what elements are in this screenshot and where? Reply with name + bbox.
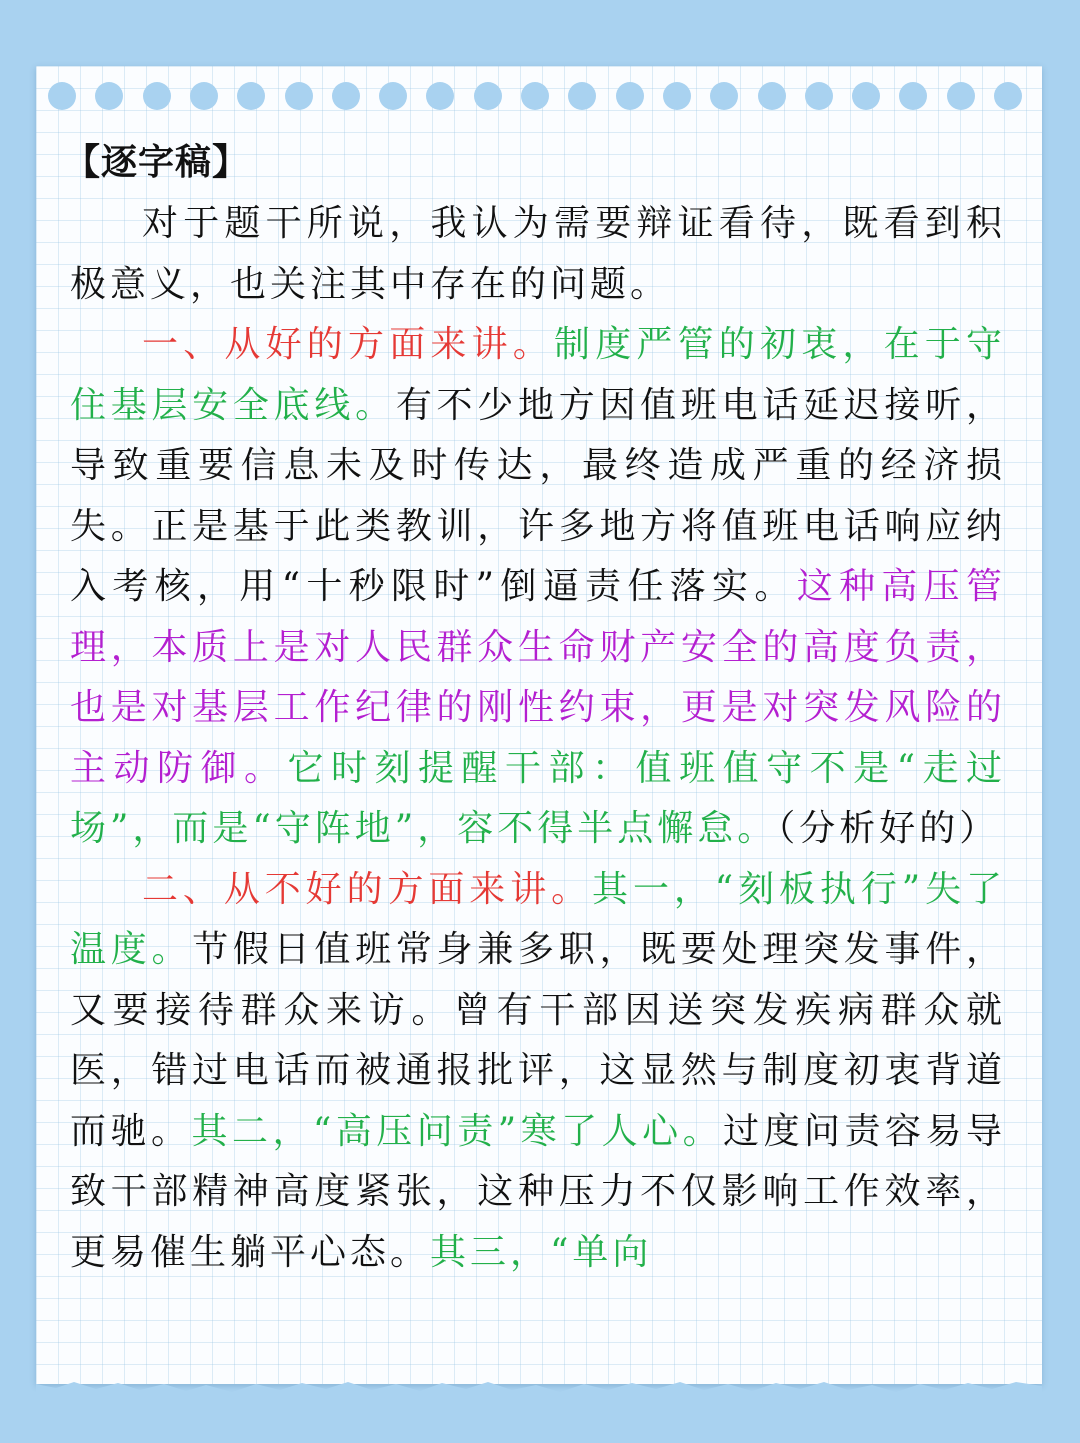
binder-hole <box>143 82 171 110</box>
binder-holes <box>48 82 1028 112</box>
binder-hole <box>899 82 927 110</box>
binder-hole <box>994 82 1022 110</box>
binder-hole <box>332 82 360 110</box>
binder-hole <box>237 82 265 110</box>
negative-body-1: 节假日值班常身兼多职，既要处理突发事件，又要接待群众来访。曾有干部因送突发疾病群众就医，错过电话而被通报批评，这显然与制度初衷背道而驰。 <box>70 929 1006 1152</box>
binder-hole <box>663 82 691 110</box>
binder-hole <box>758 82 786 110</box>
negative-section-title: 二、从不好的方面来讲。 <box>142 868 593 910</box>
negative-point-3: 其三，“单向 <box>430 1231 653 1273</box>
negative-point-2: 其二，“高压问责”寒了人心。 <box>191 1110 724 1152</box>
positive-note: （分析好的） <box>777 808 1000 849</box>
positive-section-title: 一、从好的方面来讲。 <box>142 324 554 365</box>
binder-hole <box>805 82 833 110</box>
positive-emphasis-text: 这种高压管理，本质上是对人民群众生命财产安全的高度负责，也是对基层工作纪律的刚性约束，更是对突发风险的主动防御。 <box>70 566 1006 789</box>
binder-hole <box>190 82 218 110</box>
negative-point-1: 其一，“刻板执行”失了温度。 <box>70 868 1006 970</box>
transcript-content <box>64 138 1006 1283</box>
binder-hole <box>947 82 975 110</box>
binder-hole <box>474 82 502 110</box>
positive-body-text: 有不少地方因值班电话延迟接听，导致重要信息未及时传达，最终造成严重的经济损失。正是基于此类教训，许多地方将值班电话响应纳入考核，用“十秒限时”倒逼责任落实。 <box>70 384 1006 607</box>
binder-hole <box>48 82 76 110</box>
binder-hole <box>379 82 407 110</box>
positive-paragraph <box>70 315 1006 860</box>
binder-hole <box>521 82 549 110</box>
torn-edge <box>36 1370 1042 1400</box>
binder-hole <box>852 82 880 110</box>
negative-paragraph <box>70 860 1006 1284</box>
binder-hole <box>95 82 123 110</box>
binder-hole <box>710 82 738 110</box>
intro-paragraph <box>70 194 1006 315</box>
intro-text: 对于题干所说，我认为需要辩证看待，既看到积极意义，也关注其中存在的问题。 <box>70 203 1006 305</box>
transcript-heading: 【逐字稿】 <box>64 142 250 183</box>
binder-hole <box>285 82 313 110</box>
binder-hole <box>568 82 596 110</box>
binder-hole <box>426 82 454 110</box>
positive-main-point: 制度严管的初衷，在于守住基层安全底线。 <box>70 324 1006 426</box>
binder-hole <box>616 82 644 110</box>
negative-body-2: 过度问责容易导致干部精神高度紧张，这种压力不仅影响工作效率，更易催生躺平心态。 <box>70 1110 1006 1273</box>
positive-summary-text: 它时刻提醒干部：值班值守不是“走过场”，而是“守阵地”，容不得半点懈怠。 <box>70 747 1006 849</box>
